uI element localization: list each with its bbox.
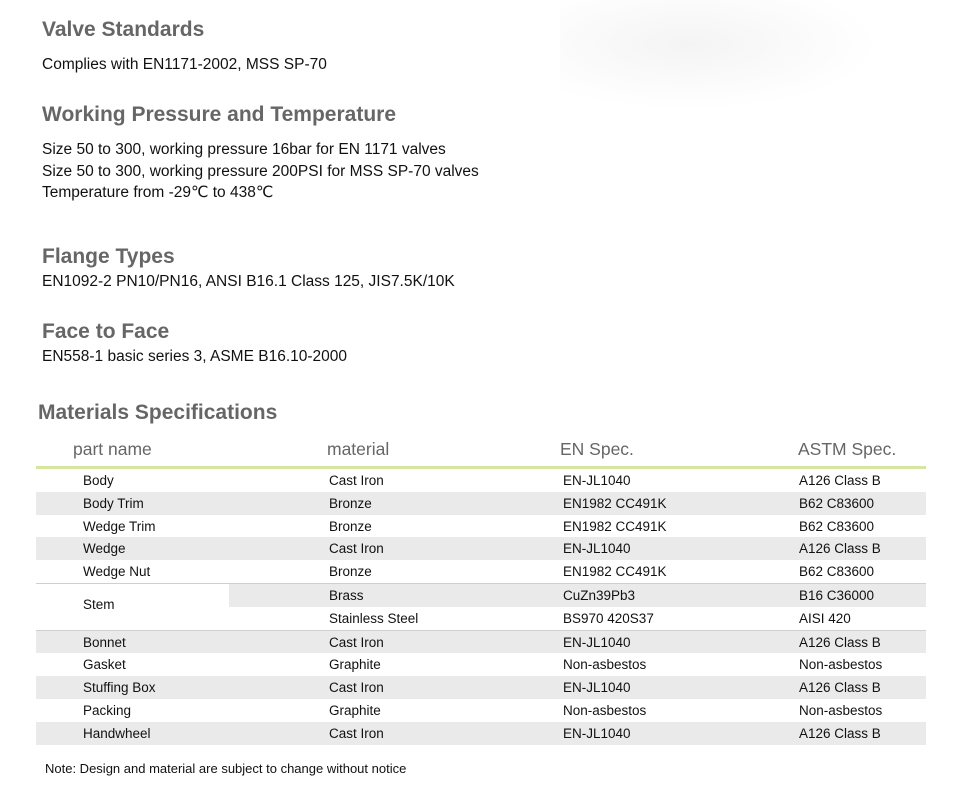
- cell-astm-spec: Non-asbestos: [799, 657, 883, 673]
- pressure-line: Size 50 to 300, working pressure 200PSI for MSS SP-70 valves: [42, 162, 479, 180]
- footnote: Note: Design and material are subject to change without notice: [45, 761, 407, 776]
- header-en-spec: EN Spec.: [560, 439, 634, 459]
- cell-en-spec: EN1982 CC491K: [563, 518, 667, 534]
- table-row: [36, 676, 926, 699]
- cell-astm-spec: A126 Class B: [799, 541, 881, 557]
- table-row: [36, 515, 926, 538]
- cell-en-spec: EN-JL1040: [563, 634, 631, 650]
- cell-part-name: Stuffing Box: [83, 680, 156, 696]
- working-pressure-title: Working Pressure and Temperature: [42, 103, 396, 126]
- cell-astm-spec: A126 Class B: [799, 634, 881, 650]
- cell-astm-spec: B16 C36000: [799, 587, 875, 603]
- header-part-name: part name: [73, 439, 152, 459]
- table-row-stem: [36, 583, 926, 630]
- cell-material: Bronze: [329, 495, 372, 511]
- table-row: [36, 492, 926, 515]
- materials-table: [36, 432, 926, 745]
- cell-material: Brass: [329, 587, 364, 603]
- cell-astm-spec: B62 C83600: [799, 495, 875, 511]
- cell-en-spec: EN1982 CC491K: [563, 564, 667, 580]
- background-decoration: [560, 0, 880, 110]
- cell-part-name: Wedge: [83, 541, 126, 557]
- cell-astm-spec: A126 Class B: [799, 473, 881, 488]
- cell-en-spec: BS970 420S37: [563, 610, 654, 626]
- cell-astm-spec: B62 C83600: [799, 564, 875, 580]
- cell-material: Graphite: [329, 657, 381, 673]
- stem-variant-row: [229, 607, 926, 630]
- cell-part-name: Wedge Trim: [83, 518, 156, 534]
- table-row: [36, 469, 926, 492]
- face-to-face-section: [42, 319, 347, 368]
- valve-standards-title: Valve Standards: [42, 18, 205, 41]
- cell-material: Cast Iron: [329, 473, 384, 488]
- cell-astm-spec: Non-asbestos: [799, 702, 883, 718]
- cell-material: Bronze: [329, 564, 372, 580]
- cell-en-spec: EN1982 CC491K: [563, 495, 667, 511]
- cell-en-spec: CuZn39Pb3: [563, 587, 636, 603]
- table-row: [36, 653, 926, 676]
- cell-part-name: Body Trim: [83, 495, 144, 511]
- table-body-bottom: [36, 630, 926, 745]
- face-to-face-text: EN558-1 basic series 3, ASME B16.10-2000: [42, 348, 348, 365]
- pressure-line: Size 50 to 300, working pressure 16bar for EN 1171 valves: [42, 141, 446, 158]
- cell-material: Bronze: [329, 518, 372, 534]
- table-row: [36, 560, 926, 583]
- table-row: [36, 722, 926, 745]
- cell-part-name: Packing: [83, 702, 132, 718]
- cell-part-name: Gasket: [83, 657, 126, 673]
- working-pressure-lines: [42, 139, 479, 204]
- cell-en-spec: EN-JL1040: [563, 680, 631, 696]
- table-body-top: [36, 469, 926, 583]
- cell-en-spec: EN-JL1040: [563, 473, 631, 488]
- cell-astm-spec: A126 Class B: [799, 725, 881, 741]
- table-row: [36, 537, 926, 560]
- cell-en-spec: EN-JL1040: [563, 541, 631, 557]
- header-material: material: [327, 439, 390, 459]
- table-header: [36, 432, 926, 469]
- flange-types-text: EN1092-2 PN10/PN16, ANSI B16.1 Class 125, JIS7.5K/10K: [42, 273, 455, 290]
- cell-en-spec: Non-asbestos: [563, 657, 647, 673]
- cell-astm-spec: B62 C83600: [799, 518, 875, 534]
- table-row: [36, 699, 926, 722]
- cell-en-spec: EN-JL1040: [563, 725, 631, 741]
- cell-part-name: Body: [83, 473, 114, 488]
- cell-material: Stainless Steel: [329, 610, 419, 626]
- cell-material: Cast Iron: [329, 680, 384, 696]
- cell-en-spec: Non-asbestos: [563, 702, 647, 718]
- valve-standards-text: Complies with EN1171-2002, MSS SP-70: [42, 56, 327, 73]
- cell-material: Cast Iron: [329, 725, 384, 741]
- cell-material: Cast Iron: [329, 541, 384, 557]
- cell-material: Cast Iron: [329, 634, 384, 650]
- flange-types-title: Flange Types: [42, 245, 175, 268]
- cell-part-name: Handwheel: [83, 725, 151, 741]
- flange-types-section: [42, 244, 455, 293]
- cell-material: Graphite: [329, 702, 381, 718]
- cell-part-name: Bonnet: [83, 634, 126, 650]
- header-astm-spec: ASTM Spec.: [798, 439, 897, 459]
- working-pressure-section: [42, 102, 479, 204]
- materials-specifications-title: Materials Specifications: [38, 401, 278, 424]
- valve-standards-section: [42, 17, 327, 76]
- stem-variant-row: [229, 584, 926, 607]
- cell-astm-spec: AISI 420: [799, 610, 851, 626]
- cell-astm-spec: A126 Class B: [799, 680, 881, 696]
- temperature-line: Temperature from -29℃ to 438℃: [42, 184, 274, 201]
- table-row: [36, 630, 926, 654]
- cell-part-name: Wedge Nut: [83, 564, 151, 580]
- stem-part-name: Stem: [83, 596, 115, 612]
- face-to-face-title: Face to Face: [42, 320, 170, 343]
